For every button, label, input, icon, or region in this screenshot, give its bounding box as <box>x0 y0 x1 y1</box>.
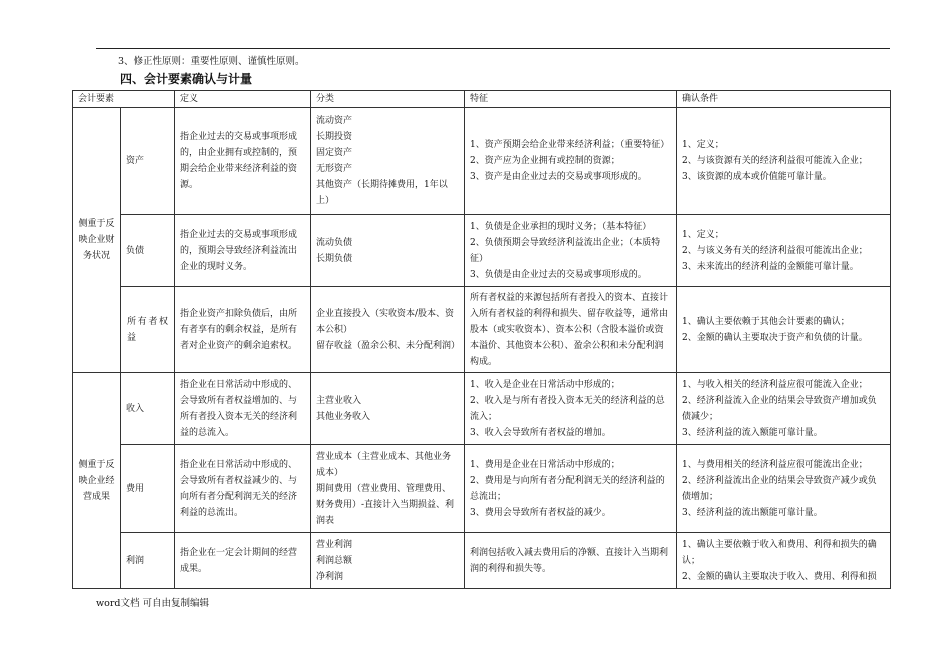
feature-item: 1、费用是企业在日常活动中形成的； <box>470 459 620 470</box>
element-features: 所有者权益的来源包括所有者投入的资本、直接计入所有者权益的利得和损失、留存收益等，通常由股本（或实收资本）、资本公积（含股本溢价或资本溢价、其他资本公积）、盈余公积和未分配利润构成。 <box>465 287 677 373</box>
element-definition: 指企业在日常活动中形成的、会导致所有者权益增加的、与所有者投入资本无关的经济利益的总流入。 <box>175 373 311 445</box>
element-classification <box>311 533 465 589</box>
accounting-elements-table <box>72 90 891 589</box>
condition-item: 2、与该义务有关的经济利益很可能流出企业； <box>682 245 868 256</box>
element-name: 资产 <box>121 108 175 215</box>
col-header-classification: 分类 <box>311 91 465 108</box>
feature-item: 1、收入是企业在日常活动中形成的； <box>470 379 620 390</box>
element-features: 利润包括收入减去费用后的净额、直接计入当期利润的利得和损失等。 <box>465 533 677 589</box>
condition-item: 3、该资源的成本或价值能可靠计量。 <box>682 172 832 182</box>
element-name: 费用 <box>121 445 175 533</box>
section-label-operating-results: 侧重于反映企业经营成果 <box>73 373 121 589</box>
element-features <box>465 215 677 287</box>
element-classification <box>311 215 465 287</box>
classification-item: 流动资产 <box>316 116 353 126</box>
classification-item: 净利润 <box>316 571 344 582</box>
classification-item: 无形资产 <box>316 164 353 174</box>
classification-item: 利润总额 <box>316 555 353 566</box>
condition-item: 1、定义； <box>682 140 724 150</box>
feature-item: 2、资产应为企业拥有或控制的资源； <box>470 156 620 166</box>
condition-item: 1、确认主要依赖于收入和费用、利得和损失的确认； <box>682 539 877 566</box>
element-conditions <box>677 373 891 445</box>
element-conditions <box>677 533 891 589</box>
section-heading: 四、会计要素确认与计量 <box>120 72 253 86</box>
classification-item: 主营业收入 <box>316 395 362 406</box>
element-classification <box>311 373 465 445</box>
element-classification <box>311 108 465 215</box>
section-label-financial-position: 侧重于反映企业财务状况 <box>73 108 121 373</box>
element-name: 收入 <box>121 373 175 445</box>
condition-item: 3、经济利益的流入额能可靠计量。 <box>682 427 823 438</box>
table-row <box>73 445 891 533</box>
element-conditions <box>677 445 891 533</box>
table-row <box>73 108 891 215</box>
element-conditions <box>677 215 891 287</box>
element-definition: 指企业资产扣除负债后，由所有者享有的剩余权益，是所有者对企业资产的剩余追索权。 <box>175 287 311 373</box>
element-name: 利润 <box>121 533 175 589</box>
classification-item: 营业成本（主营业成本、其他业务成本） <box>316 451 452 478</box>
element-definition: 指企业在一定会计期间的经营成果。 <box>175 533 311 589</box>
condition-item: 3、未来流出的经济利益的金额能可靠计量。 <box>682 261 859 272</box>
condition-item: 1、与收入相关的经济利益应很可能流入企业； <box>682 379 868 390</box>
condition-item: 1、与费用相关的经济利益应很可能流出企业； <box>682 459 868 470</box>
col-header-element: 会计要素 <box>73 91 175 108</box>
footer-note: word文档 可自由复制编辑 <box>96 598 209 609</box>
classification-item: 长期投资 <box>316 132 353 142</box>
col-header-definition: 定义 <box>175 91 311 108</box>
top-rule <box>96 48 890 49</box>
feature-item: 2、收入是与所有者投入资本无关的经济利益的总流入； <box>470 395 665 422</box>
element-features <box>465 445 677 533</box>
table-row <box>73 287 891 373</box>
table-header-row <box>73 91 891 108</box>
element-conditions <box>677 287 891 373</box>
col-header-features: 特征 <box>465 91 677 108</box>
condition-item: 2、金额的确认主要取决于资产和负债的计量。 <box>682 332 868 343</box>
feature-item: 3、收入会导致所有者权益的增加。 <box>470 427 611 438</box>
feature-item: 2、负债预期会导致经济利益流出企业；（本质特征） <box>470 237 661 264</box>
condition-item: 2、金额的确认主要取决于收入、费用、利得和损 <box>682 571 877 582</box>
element-definition: 指企业过去的交易或事项形成的，由企业拥有或控制的，预期会给企业带来经济利益的资源。 <box>175 108 311 215</box>
element-classification <box>311 445 465 533</box>
classification-item: 流动负债 <box>316 237 353 248</box>
feature-item: 1、负债是企业承担的现时义务；（基本特征） <box>470 221 652 232</box>
classification-item: 固定资产 <box>316 148 353 158</box>
condition-item: 1、定义； <box>682 229 724 240</box>
classification-item: 留存收益（盈余公积、未分配利润） <box>316 340 461 351</box>
feature-item: 2、费用是与向所有者分配利润无关的经济利益的总流出； <box>470 475 665 502</box>
element-conditions <box>677 108 891 215</box>
table-row <box>73 215 891 287</box>
classification-item: 期间费用（营业费用、管理费用、财务费用）-直接计入当期损益、利润表 <box>316 483 455 526</box>
element-name: 所有者权益 <box>121 287 175 373</box>
classification-item: 其他业务收入 <box>316 411 371 422</box>
classification-item: 营业利润 <box>316 539 353 550</box>
feature-item: 3、资产是由企业过去的交易或事项形成的。 <box>470 172 647 182</box>
condition-item: 2、经济利益流出企业的结果会导致资产减少或负债增加； <box>682 475 877 502</box>
condition-item: 1、确认主要依赖于其他会计要素的确认； <box>682 316 850 327</box>
element-classification <box>311 287 465 373</box>
col-header-conditions: 确认条件 <box>677 91 891 108</box>
table-row <box>73 533 891 589</box>
element-features <box>465 373 677 445</box>
principle-note: 3、修正性原则：重要性原则、谨慎性原则。 <box>118 56 305 67</box>
classification-item: 企业直接投入（实收资本/股本、资本公积） <box>316 308 455 335</box>
feature-item: 3、负债是由企业过去的交易或事项形成的。 <box>470 269 647 280</box>
element-definition: 指企业在日常活动中形成的、会导致所有者权益减少的、与向所有者分配利润无关的经济利益的总流出。 <box>175 445 311 533</box>
element-definition: 指企业过去的交易或事项形成的，预期会导致经济利益流出企业的现时义务。 <box>175 215 311 287</box>
table-row <box>73 373 891 445</box>
condition-item: 3、经济利益的流出额能可靠计量。 <box>682 507 823 518</box>
element-name: 负债 <box>121 215 175 287</box>
classification-item: 其他资产（长期待摊费用，1年以上） <box>316 180 448 206</box>
element-features <box>465 108 677 215</box>
feature-item: 1、资产预期会给企业带来经济利益；（重要特征） <box>470 140 670 150</box>
condition-item: 2、经济利益流入企业的结果会导致资产增加或负债减少； <box>682 395 877 422</box>
classification-item: 长期负债 <box>316 253 353 264</box>
condition-item: 2、与该资源有关的经济利益很可能流入企业； <box>682 156 868 166</box>
feature-item: 3、费用会导致所有者权益的减少。 <box>470 507 611 518</box>
